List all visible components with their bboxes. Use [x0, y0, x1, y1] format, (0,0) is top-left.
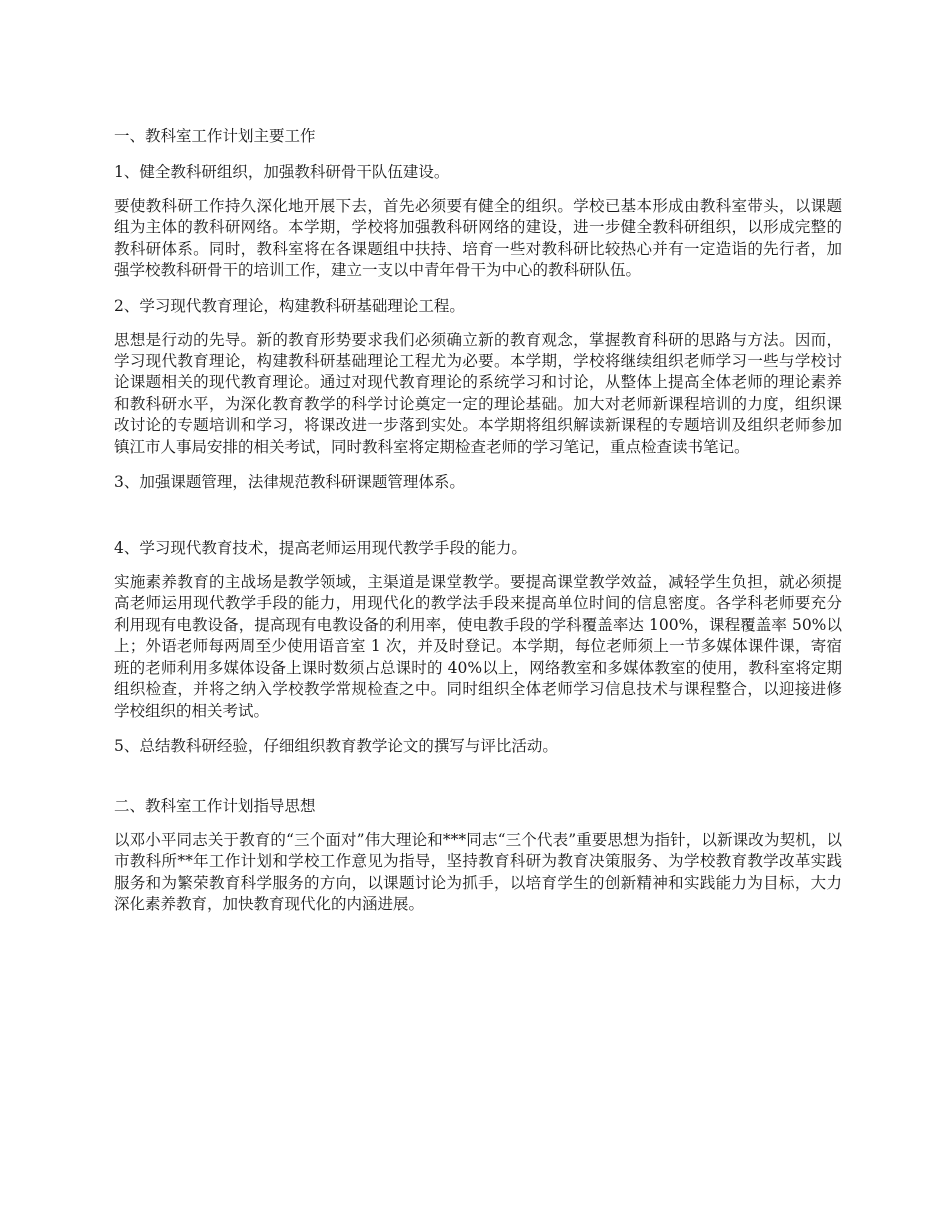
item-2-body: 思想是行动的先导。新的教育形势要求我们必须确立新的教育观念，掌握教育科研的思路与方法。因而，学习现代教育理论，构建教科研基础理论工程尤为必要。本学期，学校将继续组织老师学习一些与学校讨论课题相关的现代教育理论。通过对现代教育理论的系统学习和讨论，从整体上提高全体老师的理论素养和教科研水平，为深化教育教学的科学讨论奠定一定的理论基础。加大对老师新课程培训的力度，组织课改讨论的专题培训和学习，将课改进一步落到实处。本学期将组织解读新课程的专题培训及组织老师参加镇江市人事局安排的相关考试，同时教科室将定期检查老师的学习笔记，重点检查读书笔记。	[114, 330, 842, 456]
section-1-title: 一、教科室工作计划主要工作	[114, 127, 316, 145]
item-5-title: 5、总结教科研经验，仔细组织教育教学论文的撰写与评比活动。	[114, 736, 558, 755]
item-4-body: 实施素养教育的主战场是教学领域，主渠道是课堂教学。要提高课堂教学效益，减轻学生负担，就必须提高老师运用现代教学手段的能力，用现代化的教学法手段来提高单位时间的信息密度。各学科老师要充分利用现有电教设备，提高现有电教设备的利用率，使电教手段的学科覆盖率达 100%，课程覆盖率 50%以上；外语老师每两周至少使用语音室 1 次，并及时登记。本学期，每位老师须上一节多媒体课件课，寄宿班的老师利用多媒体设备上课时数须占总课时的 40%以上，网络教室和多媒体教室的使用，教科室将定期组织检查，并将之纳入学校教学常规检查之中。同时组织全体老师学习信息技术与课程整合，以迎接进修学校组织的相关考试。	[114, 573, 842, 720]
item-2-title: 2、学习现代教育理论，构建教科研基础理论工程。	[114, 296, 465, 315]
section-2-body: 以邓小平同志关于教育的“三个面对”伟大理论和***同志“三个代表”重要思想为指针，以新课改为契机，以市教科所**年工作计划和学校工作意见为指导，坚持教育科研为教育决策服务、为学校教育教学改革实践服务和为繁荣教育科学服务的方向，以课题讨论为抓手，以培育学生的创新精神和实践能力为目标，大力深化素养教育，加快教育现代化的内涵进展。	[114, 830, 842, 914]
item-1-body: 要使教科研工作持久深化地开展下去，首先必须要有健全的组织。学校已基本形成由教科室带头，以课题组为主体的教科研网络。本学期，学校将加强教科研网络的建设，进一步健全教科研组织，以形成完整的教科研体系。同时，教科室将在各课题组中扶持、培育一些对教科研比较热心并有一定造诣的先行者，加强学校教科研骨干的培训工作，建立一支以中青年骨干为中心的教科研队伍。	[114, 197, 842, 280]
item-1-title: 1、健全教科研组织，加强教科研骨干队伍建设。	[114, 163, 450, 181]
item-3-title: 3、加强课题管理，法律规范教科研课题管理体系。	[114, 473, 465, 492]
section-2-title: 二、教科室工作计划指导思想	[114, 796, 316, 815]
document-page	[114, 124, 842, 928]
item-4-title: 4、学习现代教育技术，提高老师运用现代教学手段的能力。	[114, 539, 527, 558]
